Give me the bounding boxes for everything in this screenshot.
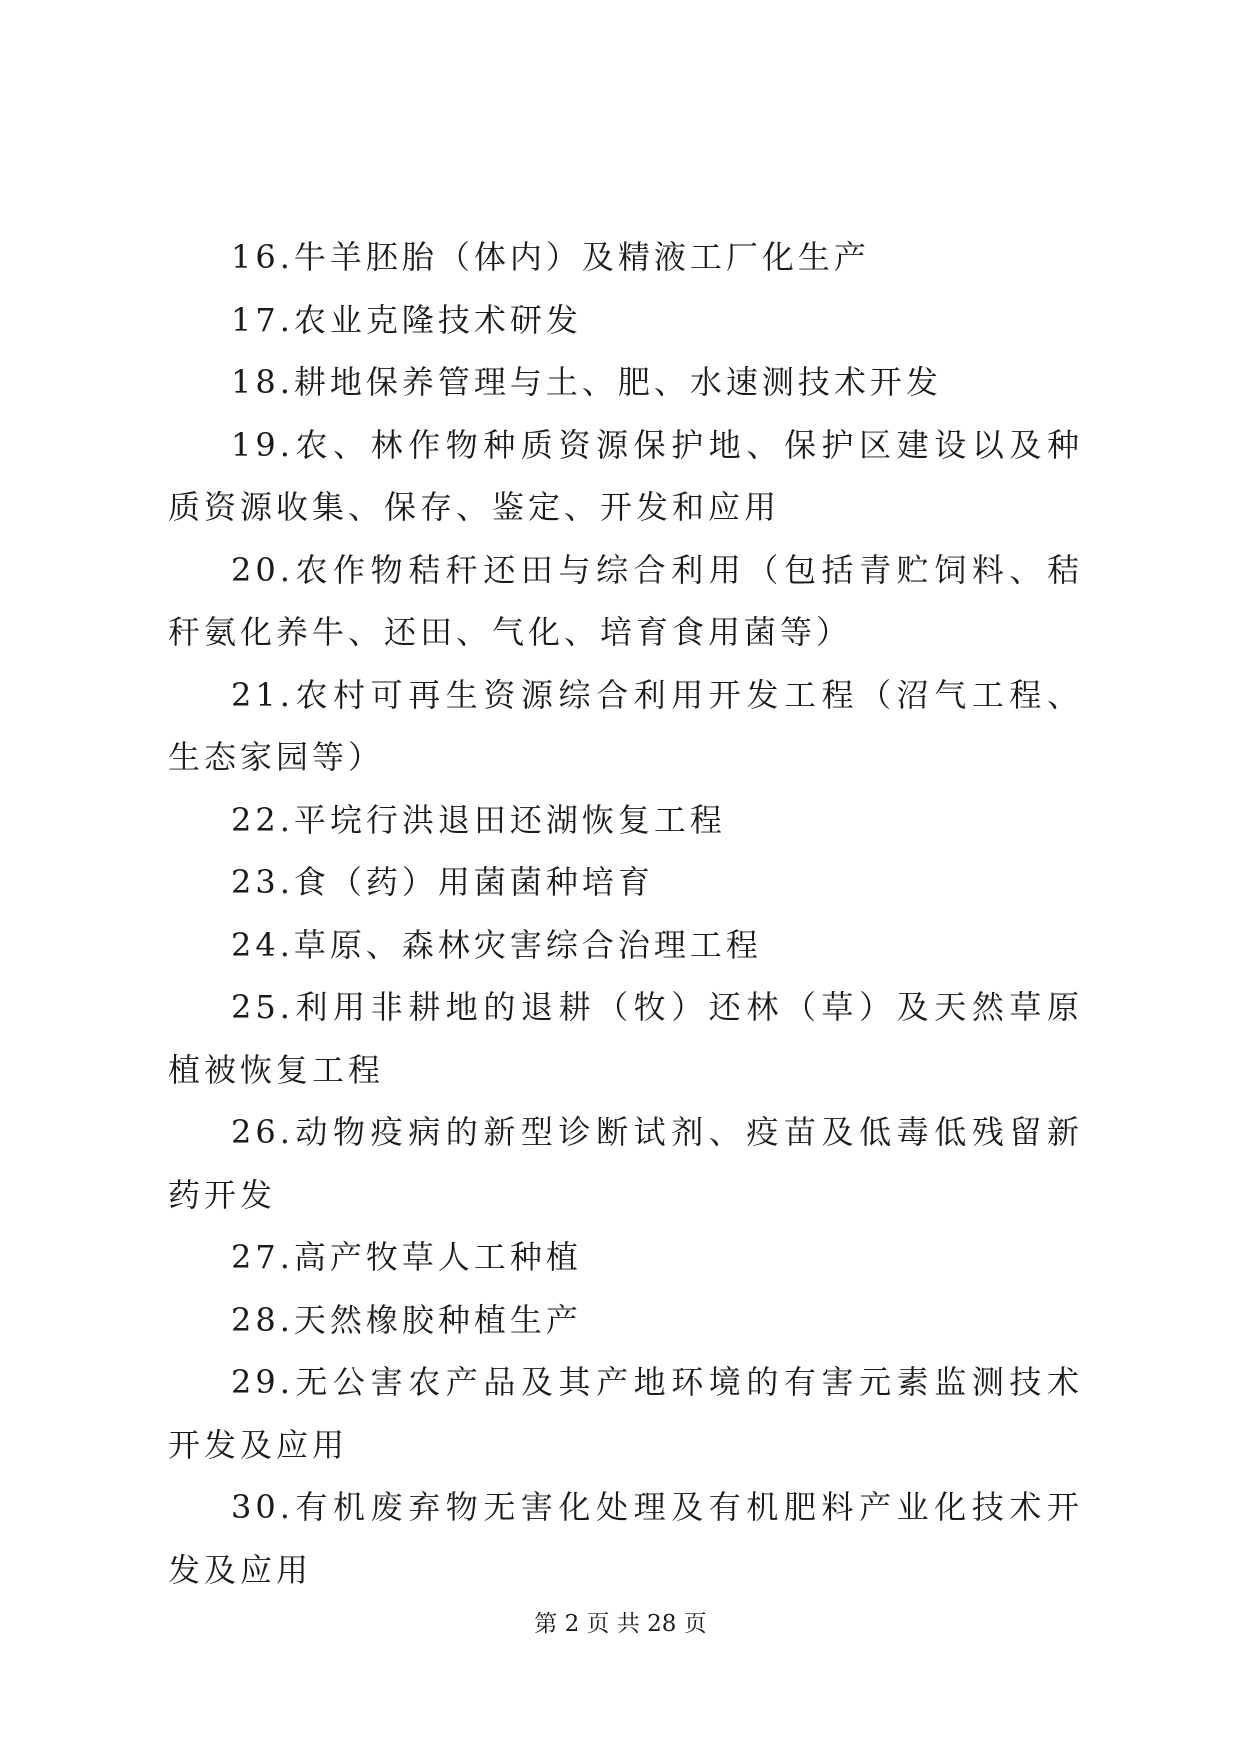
list-item: 20.农作物秸秆还田与综合利用（包括青贮饲料、秸秆氨化养牛、还田、气化、培育食用菌等） — [168, 550, 1083, 651]
list-item: 22.平垸行洪退田还湖恢复工程 — [231, 800, 726, 839]
list-item: 25.利用非耕地的退耕（牧）还林（草）及天然草原植被恢复工程 — [168, 988, 1083, 1089]
list-item: 26.动物疫病的新型诊断试剂、疫苗及低毒低残留新药开发 — [168, 1113, 1083, 1214]
list-item: 17.农业克隆技术研发 — [231, 300, 582, 339]
page-footer: 第 2 页 共 28 页 — [534, 1611, 707, 1637]
list-item: 29.无公害农产品及其产地环境的有害元素监测技术开发及应用 — [168, 1363, 1083, 1464]
list-item: 30.有机废弃物无害化处理及有机肥料产业化技术开发及应用 — [168, 1488, 1083, 1589]
list-item: 27.高产牧草人工种植 — [231, 1238, 582, 1276]
list-item: 18.耕地保养管理与土、肥、水速测技术开发 — [231, 363, 942, 401]
list-item: 21.农村可再生资源综合利用开发工程（沼气工程、生态家园等） — [168, 675, 1083, 776]
list-item: 23.食（药）用菌菌种培育 — [231, 863, 654, 901]
list-item: 19.农、林作物种质资源保护地、保护区建设以及种质资源收集、保存、鉴定、开发和应用 — [168, 425, 1083, 526]
list-item: 16.牛羊胚胎（体内）及精液工厂化生产 — [231, 238, 870, 276]
document-body — [168, 226, 1083, 1601]
list-item: 24.草原、森林灾害综合治理工程 — [231, 925, 762, 964]
list-item: 28.天然橡胶种植生产 — [231, 1300, 582, 1339]
